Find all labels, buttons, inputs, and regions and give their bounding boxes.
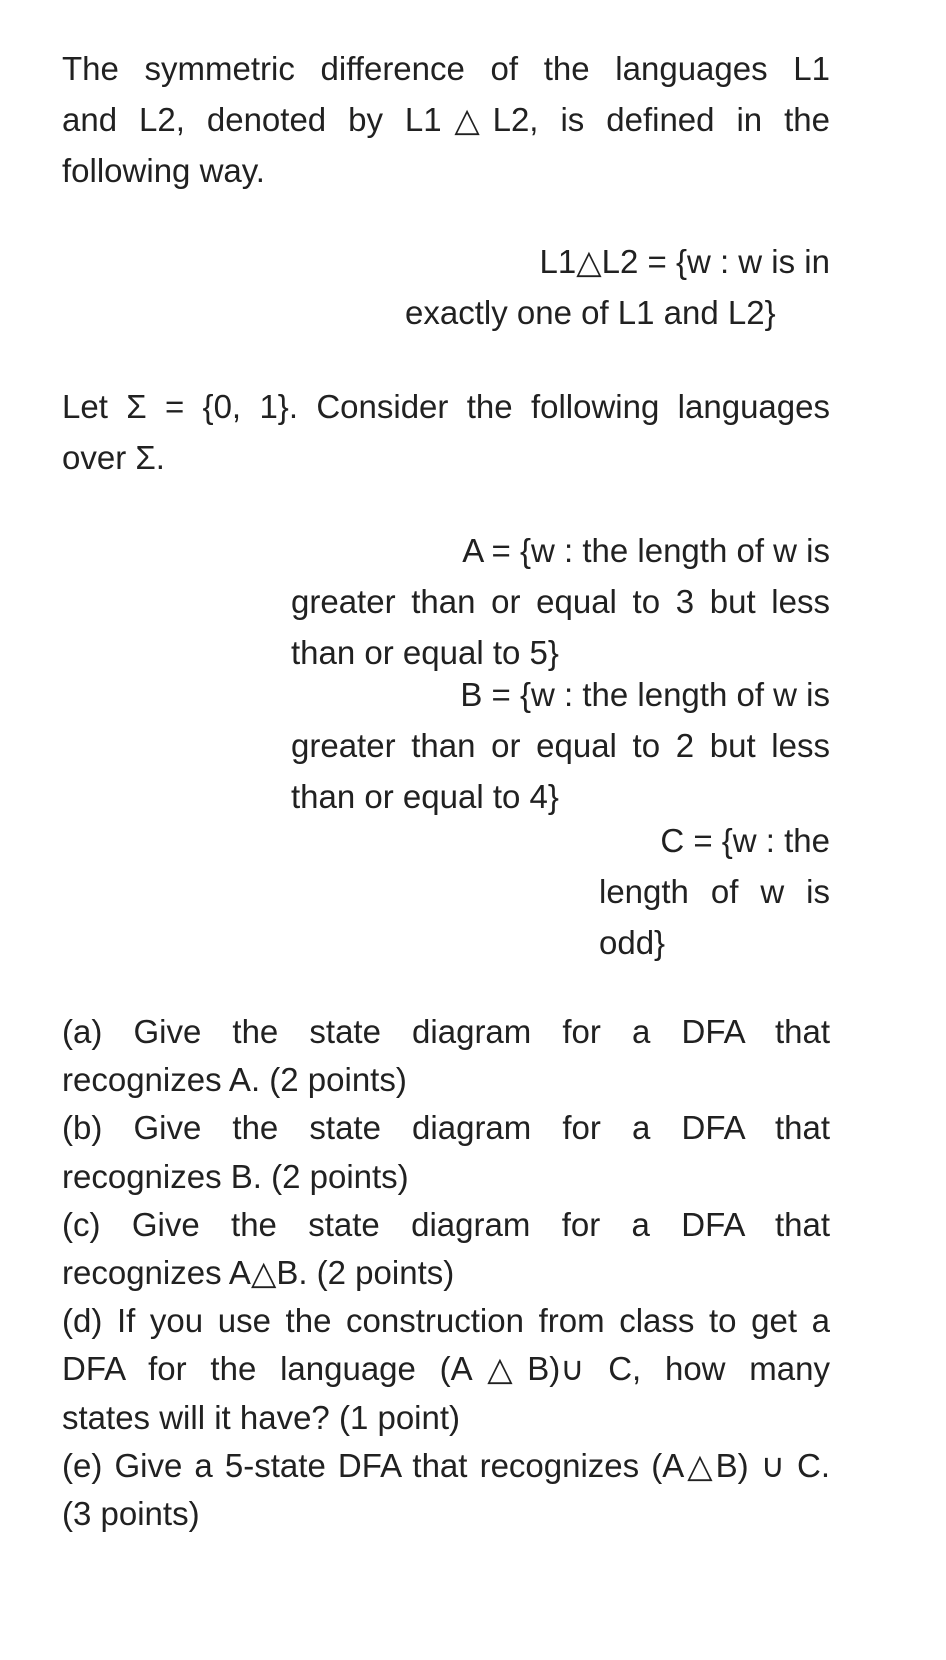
intro-line-2: and L2, denoted by L1△L2, is defined in the [62, 101, 830, 138]
language-a-definition [291, 525, 830, 678]
question-d-line-2: DFA for the language (A△B)∪ C, how many [62, 1350, 830, 1388]
question-e-line-2: (3 points) [62, 1495, 200, 1533]
intro-line-1: The symmetric difference of the languages L1 [62, 50, 830, 87]
question-d-line-1: (d) If you use the construction from class to get a [62, 1302, 830, 1340]
alphabet-line-1: Let Σ = {0, 1}. Consider the following languages [62, 388, 830, 425]
language-a-line-1: A = {w : the length of w is [462, 532, 830, 569]
alphabet-paragraph [62, 381, 830, 483]
language-c-line-2: length of w is [599, 873, 830, 910]
definition-line-2: exactly one of L1 and L2} [405, 294, 776, 331]
question-c-line-1: (c) Give the state diagram for a DFA that [62, 1205, 830, 1243]
definition-line-1: L1△L2 = {w : w is in [539, 243, 830, 280]
language-b-line-1: B = {w : the length of w is [460, 676, 830, 713]
language-b-line-2: greater than or equal to 2 but less [291, 727, 830, 764]
questions-list [62, 1008, 830, 1538]
symmetric-difference-definition [405, 236, 830, 338]
language-c-line-3: odd} [599, 924, 666, 961]
question-c-line-2: recognizes A△B. (2 points) [62, 1254, 455, 1292]
alphabet-line-2: over Σ. [62, 439, 165, 476]
language-b-line-3: than or equal to 4} [291, 778, 559, 815]
question-a-line-1: (a) Give the state diagram for a DFA that [62, 1013, 830, 1050]
intro-line-3: following way. [62, 152, 265, 189]
language-c-line-1: C = {w : the [660, 822, 830, 859]
question-b-line-2: recognizes B. (2 points) [62, 1157, 409, 1195]
intro-paragraph [62, 43, 830, 196]
question-a-line-2: recognizes A. (2 points) [62, 1061, 407, 1099]
language-b-definition [291, 669, 830, 822]
language-a-line-3: than or equal to 5} [291, 634, 559, 671]
language-a-line-2: greater than or equal to 3 but less [291, 583, 830, 620]
language-c-definition [599, 815, 830, 968]
question-b-line-1: (b) Give the state diagram for a DFA that [62, 1109, 830, 1147]
question-d-line-3: states will it have? (1 point) [62, 1398, 461, 1436]
question-e-line-1: (e) Give a 5-state DFA that recognizes (A△B) ∪ C. [62, 1446, 830, 1484]
